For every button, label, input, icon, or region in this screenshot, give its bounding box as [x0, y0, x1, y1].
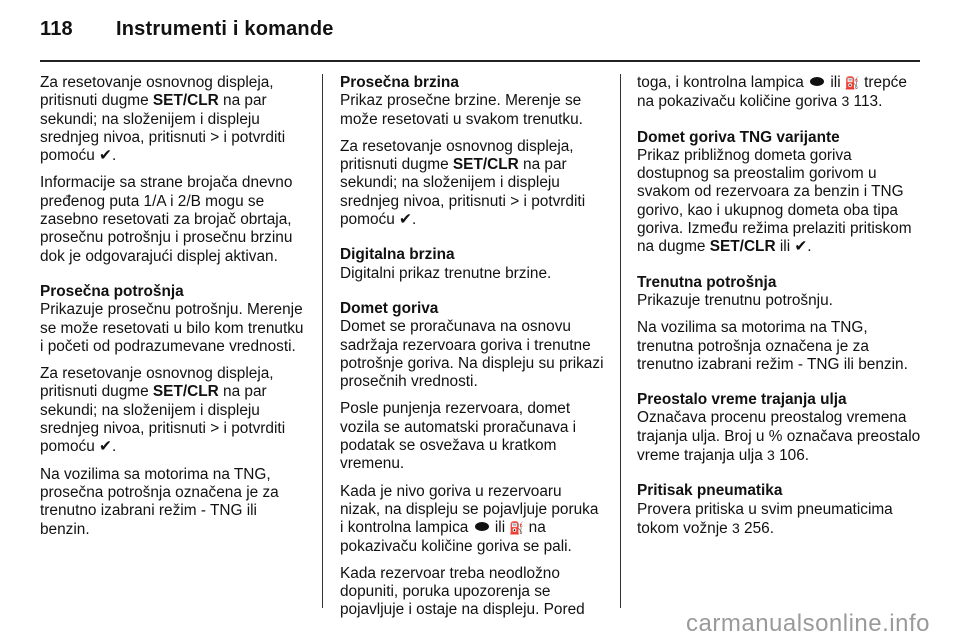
paragraph: Za resetovanje osnovnog displeja, pritisnuti dugme SET/CLR na par sekundi; na složenijem i displeju srednjeg nivoa, pritisnuti > i potvrditi pomoću ✔.: [340, 137, 586, 229]
fuel-pump-icon: ⛽: [844, 76, 860, 90]
warning-lamp-dot-icon: [475, 522, 489, 531]
section-heading: Pritisak pneumatika: [637, 482, 783, 500]
check-icon: ✔: [99, 147, 112, 165]
set-clr-label: SET/CLR: [152, 92, 219, 110]
paragraph: Prikaz približnog dometa goriva dostupnog sa preostalim gorivom u svakom od rezervoara za benzin i TNG gorivo, kao i ukupnog dometa oba tipa goriva. Između režima prelaziti pritiskom na dugme SET/CLR ili ✔.: [637, 146, 912, 256]
paragraph: Na vozilima sa motorima na TNG, prosečna potrošnja označena je za trenutno izabrani režim - TNG ili benzin.: [40, 465, 279, 538]
paragraph: Kada je nivo goriva u rezervoaru nizak, na displeju se pojavljuje poruka i kontrolna lampica ili ⛽ na pokazivaču količine goriva se pali.: [340, 482, 599, 555]
fuel-pump-icon: ⛽: [509, 521, 525, 536]
column-2: [340, 74, 606, 629]
section-heading: Prosečna brzina: [340, 74, 459, 91]
paragraph: Na vozilima sa motorima na TNG, trenutna potrošnja označena je za trenutno izabrani režim - TNG ili benzin.: [637, 319, 908, 373]
paragraph: Digitalni prikaz trenutne brzine.: [340, 264, 552, 282]
section-heading: Trenutna potrošnja: [637, 273, 777, 291]
page-number: 118: [40, 18, 73, 40]
page-reference-icon[interactable]: 3: [767, 447, 775, 464]
column-3: [637, 74, 927, 547]
chevron-right-icon: >: [210, 420, 220, 438]
paragraph: Za resetovanje osnovnog displeja, pritisnuti dugme SET/CLR na par sekundi; na složenijem i displeju srednjeg nivoa, pritisnuti > i potvrditi pomoću ✔.: [40, 365, 286, 456]
column-divider: [620, 74, 621, 608]
paragraph: toga, i kontrolna lampica ili ⛽ trepće na pokazivaču količine goriva 3 113.: [637, 74, 907, 111]
paragraph: Kada rezervoar treba neodložno dopuniti, poruka upozorenja se pojavljuje i ostaje na displeju. Pored: [340, 564, 585, 619]
section-heading: Domet goriva: [340, 299, 439, 317]
paragraph: Označava procenu preostalog vremena trajanja ulja. Broj u % označava preostalo vreme trajanja ulja 3 106.: [637, 409, 921, 465]
section-heading: Preostalo vreme trajanja ulja: [637, 391, 847, 409]
section-heading: Domet goriva TNG varijante: [637, 128, 840, 146]
paragraph: Za resetovanje osnovnog displeja, pritisnuti dugme SET/CLR na par sekundi; na složenijem i displeju srednjeg nivoa, pritisnuti > i potvrditi pomoću ✔.: [40, 74, 286, 165]
column-divider: [322, 74, 323, 608]
paragraph: Informacije sa strane brojača dnevno pređenog puta 1/A i 2/B mogu se zasebno resetovati za brojač obrtaja, prosečnu potrošnju i prosečnu brzinu dok je odgovarajući displej aktivan.: [40, 174, 293, 265]
watermark: carmanualsonline.info: [686, 610, 930, 637]
set-clr-label: SET/CLR: [709, 238, 776, 256]
check-icon: ✔: [794, 238, 808, 256]
paragraph: Prikazuje trenutnu potrošnju.: [637, 291, 833, 309]
paragraph: Prikazuje prosečnu potrošnju. Merenje se može resetovati u bilo kom trenutku i početi od podrazumevane vrednosti.: [40, 301, 304, 355]
paragraph: Posle punjenja rezervoara, domet vozila se automatski proračunava i podatak se osvežava u kratkom vremenu.: [340, 400, 577, 473]
paragraph: Prikaz prosečne brzine. Merenje se može resetovati u svakom trenutku.: [340, 92, 583, 128]
check-icon: ✔: [99, 438, 112, 456]
column-1: [40, 74, 308, 548]
page-reference-icon[interactable]: 3: [731, 519, 740, 536]
set-clr-label: SET/CLR: [452, 156, 519, 174]
header-rule: [40, 60, 920, 62]
page-title: Instrumenti i komande: [116, 18, 334, 40]
set-clr-label: SET/CLR: [152, 383, 219, 401]
page-reference-icon[interactable]: 3: [841, 93, 850, 110]
section-heading: Digitalna brzina: [340, 246, 455, 264]
warning-lamp-dot-icon: [810, 77, 824, 86]
paragraph: Domet se proračunava na osnovu sadržaja rezervoara goriva i trenutne potrošnje goriva. Na displeju su prikazi prosečnih vrednosti.: [340, 318, 604, 391]
page-header: [40, 18, 334, 41]
paragraph: Provera pritiska u svim pneumaticima tokom vožnje 3 256.: [637, 500, 893, 537]
section-heading: Prosečna potrošnja: [40, 282, 184, 300]
chevron-right-icon: >: [210, 128, 220, 146]
check-icon: ✔: [399, 211, 412, 229]
chevron-right-icon: >: [510, 192, 520, 210]
